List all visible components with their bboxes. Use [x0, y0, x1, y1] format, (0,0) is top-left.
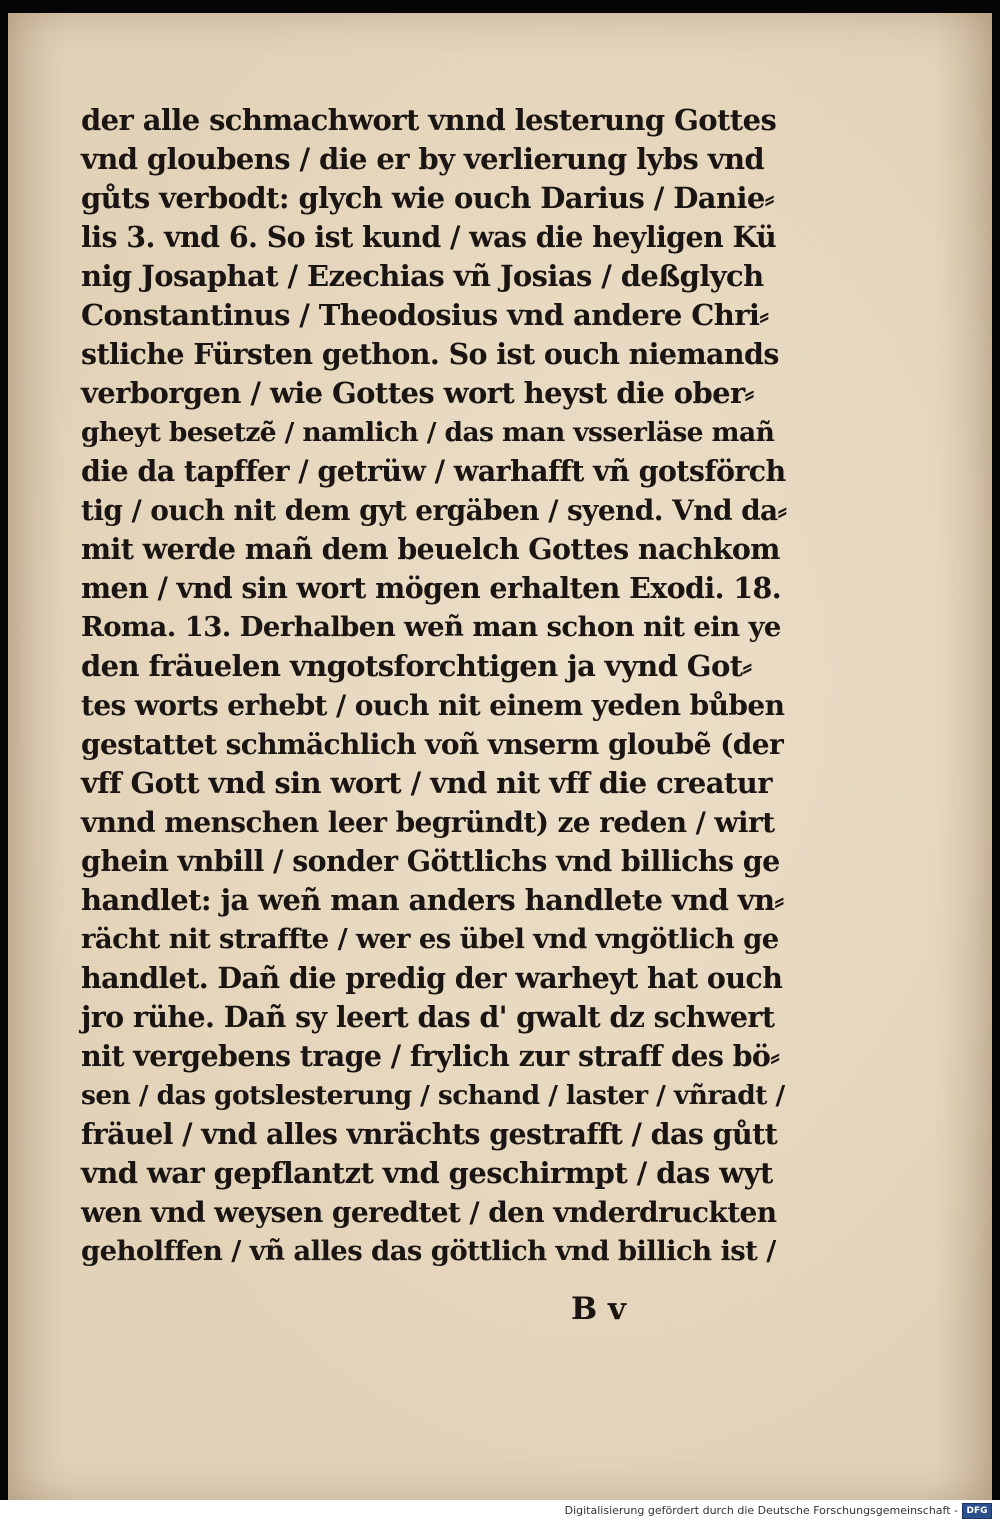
text-line: ghein vnbill / sonder Göttlichs vnd billichs ge: [81, 844, 780, 878]
text-line: gůts verbodt: glych wie ouch Darius / Danie⸗: [81, 181, 774, 215]
text-line: sen / das gotslesterung / schand / laster / vñradt /: [81, 1080, 785, 1111]
text-line: lis 3. vnd 6. So ist kund / was die heyligen Kü: [81, 220, 777, 254]
book-page: [8, 13, 992, 1500]
text-line: stliche Fürsten gethon. So ist ouch niemands: [81, 337, 779, 371]
text-line: handlet. Dañ die predig der warheyt hat ouch: [81, 961, 783, 995]
text-line: den fräuelen vngotsforchtigen ja vynd Got⸗: [81, 649, 752, 683]
text-line: geholffen / vñ alles das göttlich vnd billich ist /: [81, 1235, 776, 1267]
text-line: Roma. 13. Derhalben weñ man schon nit ein ye: [81, 611, 781, 643]
page-text-block: [81, 101, 786, 1271]
footer-bar: [0, 1500, 1000, 1523]
text-line: wen vnd weysen geredtet / den vnderdruckten: [81, 1196, 777, 1229]
text-line: vnnd menschen leer begründt) ze reden / wirt: [81, 806, 775, 839]
text-line: der alle schmachwort vnnd lesterung Gottes: [81, 103, 777, 137]
text-line: Constantinus / Theodosius vnd andere Chri⸗: [81, 298, 769, 332]
signature-mark: B v: [571, 1291, 627, 1327]
text-line: jro rühe. Dañ sy leert das d' gwalt dz schwert: [81, 1000, 775, 1034]
text-line: die da tapffer / getrüw / warhafft vñ gotsförch: [81, 454, 786, 488]
text-line: verborgen / wie Gottes wort heyst die ober⸗: [81, 376, 754, 410]
text-line: mit werde mañ dem beuelch Gottes nachkom: [81, 532, 780, 566]
text-line: gheyt besetzẽ / namlich / das man vsserläse mañ: [81, 417, 775, 448]
text-line: nit vergebens trage / frylich zur straff des bö⸗: [81, 1039, 780, 1073]
text-line: men / vnd sin wort mögen erhalten Exodi. 18.: [81, 571, 782, 605]
text-line: vff Gott vnd sin wort / vnd nit vff die creatur: [81, 766, 772, 800]
text-line: tes worts erhebt / ouch nit einem yeden bůben: [81, 689, 785, 722]
text-line: gestattet schmächlich voñ vnserm gloubẽ (der: [81, 728, 784, 761]
text-line: nig Josaphat / Ezechias vñ Josias / deßglych: [81, 259, 764, 293]
text-line: vnd gloubens / die er by verlierung lybs vnd: [81, 142, 765, 176]
dfg-logo: DFG: [962, 1503, 992, 1519]
text-line: rächt nit straffte / wer es übel vnd vngötlich ge: [81, 923, 779, 955]
text-line: fräuel / vnd alles vnrächts gestrafft / das gůtt: [81, 1117, 778, 1151]
text-line: tig / ouch nit dem gyt ergäben / syend. Vnd da⸗: [81, 494, 787, 527]
text-line: vnd war gepflantzt vnd geschirmpt / das wyt: [81, 1156, 773, 1190]
footer-credit: Digitalisierung gefördert durch die Deutsche Forschungsgemeinschaft -: [564, 1504, 958, 1517]
text-line: handlet: ja weñ man anders handlete vnd vn⸗: [81, 883, 784, 917]
